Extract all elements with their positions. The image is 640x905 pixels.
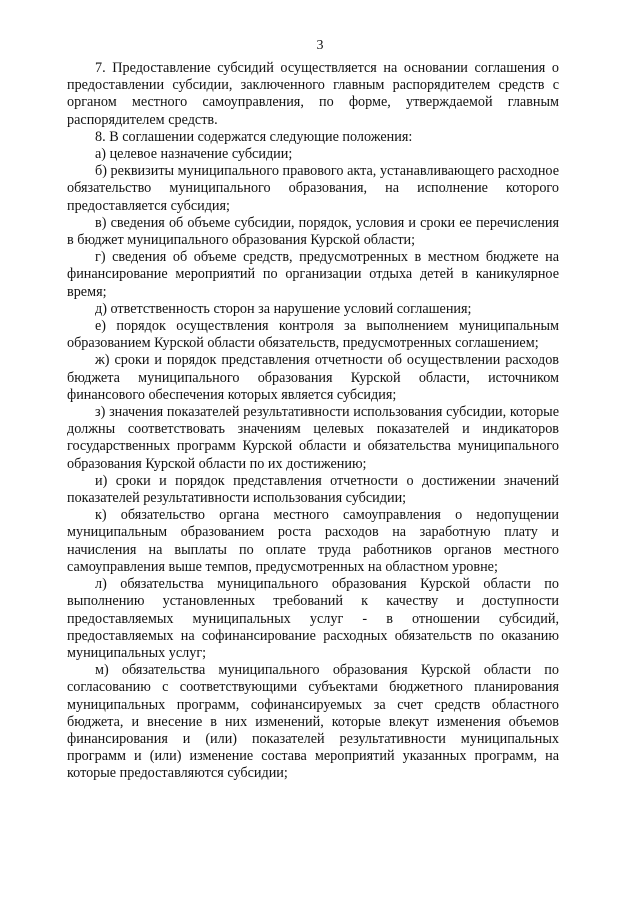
list-item-d: д) ответственность сторон за нарушение условий соглашения; [95, 300, 472, 317]
page-number: 3 [316, 38, 324, 53]
list-item-l: л) обязательства муниципального образования Курской области по выполнению установленных требований к качеству и доступности предоставляемых муниципальных услуг - в отношении субсидий, предоставляемых на софинансирование расходных обязательств по оказанию муниципальных услуг; [67, 576, 559, 661]
list-item-a: а) целевое назначение субсидии; [95, 146, 293, 163]
paragraph-7: 7. Предоставление субсидий осуществляется на основании соглашения о предоставлении субсидии, заключенного главным распорядителем средств с органом местного самоуправления, по форме, утверждаемой главным распорядителем средств. [67, 60, 559, 128]
list-item-z: з) значения показателей результативности использования субсидии, которые должны соответствовать значениям целевых показателей и индикаторов государственных программ Курской области и обязательства муниципального образования Курской области по их достижению; [67, 404, 559, 472]
paragraph-8: 8. В соглашении содержатся следующие положения: [95, 128, 413, 145]
list-item-e: е) порядок осуществления контроля за выполнением муниципальным образованием Курской области обязательств, предусмотренных соглашением; [67, 318, 559, 352]
list-item-g: г) сведения об объеме средств, предусмотренных в местном бюджете на финансирование мероприятий по организации отдыха детей в каникулярное время; [67, 249, 559, 300]
list-item-v: в) сведения об объеме субсидии, порядок, условия и сроки ее перечисления в бюджет муниципального образования Курской области; [67, 214, 559, 249]
list-item-b: б) реквизиты муниципального правового акта, устанавливающего расходное обязательство муниципального образования, на исполнение которого предоставляется субсидия; [67, 163, 559, 214]
list-item-i: и) сроки и порядок представления отчетности о достижении значений показателей результативности использования субсидии; [67, 472, 559, 507]
list-item-zh: ж) сроки и порядок представления отчетности об осуществлении расходов бюджета муниципального образования Курской области, источником финансового обеспечения которых является субсидия; [67, 352, 559, 403]
list-item-m: м) обязательства муниципального образования Курской области по согласованию с соответствующими субъектами бюджетного планирования муниципальных программ, софинансируемых за счет средств областного бюджета, и внесение в них изменений, которые влекут изменения объемов финансирования и (или) показателей результативности муниципальных программ и (или) изменение состава мероприятий указанных программ, на которые предоставляются субсидии; [67, 662, 559, 782]
list-item-k: к) обязательство органа местного самоуправления о недопущении муниципальным образованием роста расходов на заработную плату и начисления на выплаты по оплате труда работников органов местного самоуправления выше темпов, предусмотренных на областном уровне; [67, 507, 559, 575]
document-body [67, 60, 559, 783]
